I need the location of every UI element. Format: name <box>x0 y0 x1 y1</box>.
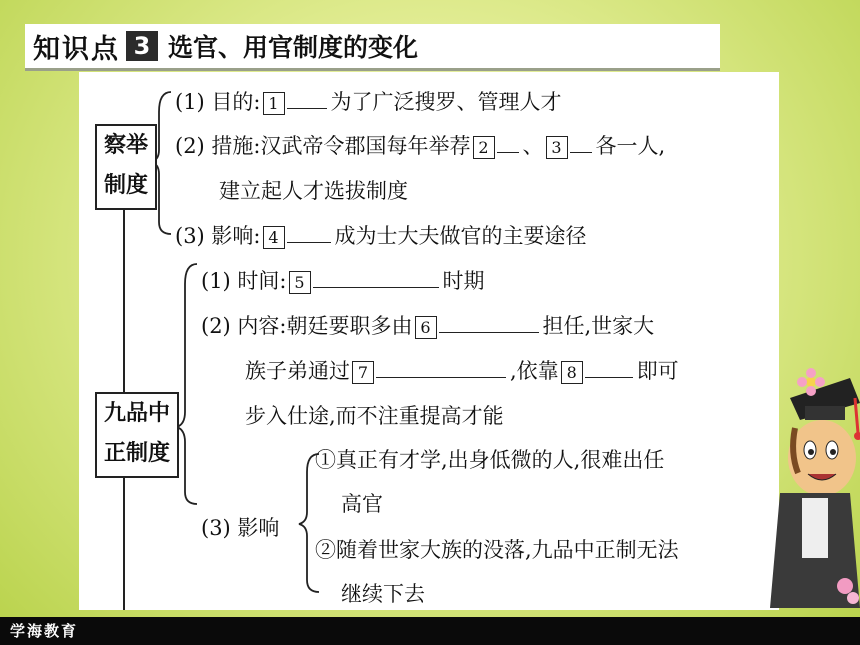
fill-blank-3[interactable] <box>570 134 592 153</box>
content-panel <box>79 72 779 610</box>
jiupin-box <box>95 392 179 478</box>
chaju-item2-sep: 、 <box>522 134 544 158</box>
blank-number-7: 7 <box>352 361 374 384</box>
chaju-item2-cont: 建立起人才选拔制度 <box>219 179 408 203</box>
jiupin-box-line1: 九品中 <box>103 401 170 426</box>
jiupin-item2-prefix: (2) 内容:朝廷要职多由 <box>201 314 413 338</box>
graduate-cartoon-illustration <box>750 358 860 618</box>
blank-number-6: 6 <box>415 316 437 339</box>
blank-number-1: 1 <box>263 92 285 115</box>
chaju-box <box>95 124 157 210</box>
footer-bar <box>0 617 860 645</box>
effect2-line2: 继续下去 <box>341 582 425 606</box>
chaju-item1 <box>175 86 562 116</box>
effect1-line1: ①真正有才学,出身低微的人,很难出任 <box>315 448 665 472</box>
jiupin-item1-suffix: 时期 <box>442 269 485 293</box>
blank-number-3: 3 <box>546 136 568 159</box>
fill-blank-6[interactable] <box>439 314 539 333</box>
blank-number-2: 2 <box>473 136 495 159</box>
effect2-line1: ②随着世家大族的没落,九品中正制无法 <box>315 538 679 562</box>
chaju-item2-prefix: (2) 措施:汉武帝令郡国每年举荐 <box>175 134 471 158</box>
knowledge-point-number: 3 <box>126 31 158 61</box>
jiupin-item2-mid2: ,依靠 <box>510 359 559 383</box>
jiupin-item2-end: 即可 <box>636 359 679 383</box>
chaju-item3 <box>175 220 587 250</box>
section-title: 选官、用官制度的变化 <box>168 33 419 62</box>
jiupin-item2 <box>201 310 654 340</box>
blank-number-5: 5 <box>289 271 311 294</box>
jiupin-item2-cont1: 族子弟通过 <box>245 359 350 383</box>
jiupin-item1-prefix: (1) 时间: <box>201 269 287 293</box>
jiupin-item2-cont2: 步入仕途,而不注重提高才能 <box>245 404 504 428</box>
fill-blank-4[interactable] <box>287 224 331 243</box>
chaju-item1-suffix: 为了广泛搜罗、管理人才 <box>330 90 562 114</box>
jiupin-item2-mid: 担任,世家大 <box>542 314 655 338</box>
flower-decoration <box>797 368 825 396</box>
blank-number-4: 4 <box>263 226 285 249</box>
jiupin-item3-label: (3) 影响 <box>201 516 280 540</box>
fill-blank-7[interactable] <box>376 359 506 378</box>
section-header <box>25 24 720 71</box>
chaju-box-line1: 察举 <box>103 133 148 158</box>
fill-blank-2[interactable] <box>497 134 519 153</box>
chaju-item3-suffix: 成为士大夫做官的主要途径 <box>334 224 587 248</box>
fill-blank-8[interactable] <box>585 359 633 378</box>
fill-blank-5[interactable] <box>313 269 439 288</box>
blank-number-8: 8 <box>561 361 583 384</box>
chaju-item1-prefix: (1) 目的: <box>175 90 261 114</box>
jiupin-item1 <box>201 265 485 295</box>
chaju-item3-prefix: (3) 影响: <box>175 224 261 248</box>
jiupin-box-line2: 正制度 <box>103 441 170 466</box>
effect1-line2: 高官 <box>341 492 383 516</box>
chaju-item2 <box>175 130 665 160</box>
fill-blank-1[interactable] <box>287 90 327 109</box>
chaju-box-line2: 制度 <box>103 173 148 198</box>
footer-brand: 学海教育 <box>10 622 79 640</box>
jiupin-item2-line2 <box>245 355 679 385</box>
chaju-item2-suffix: 各一人, <box>595 134 666 158</box>
knowledge-point-label: 知识点 <box>33 33 120 65</box>
